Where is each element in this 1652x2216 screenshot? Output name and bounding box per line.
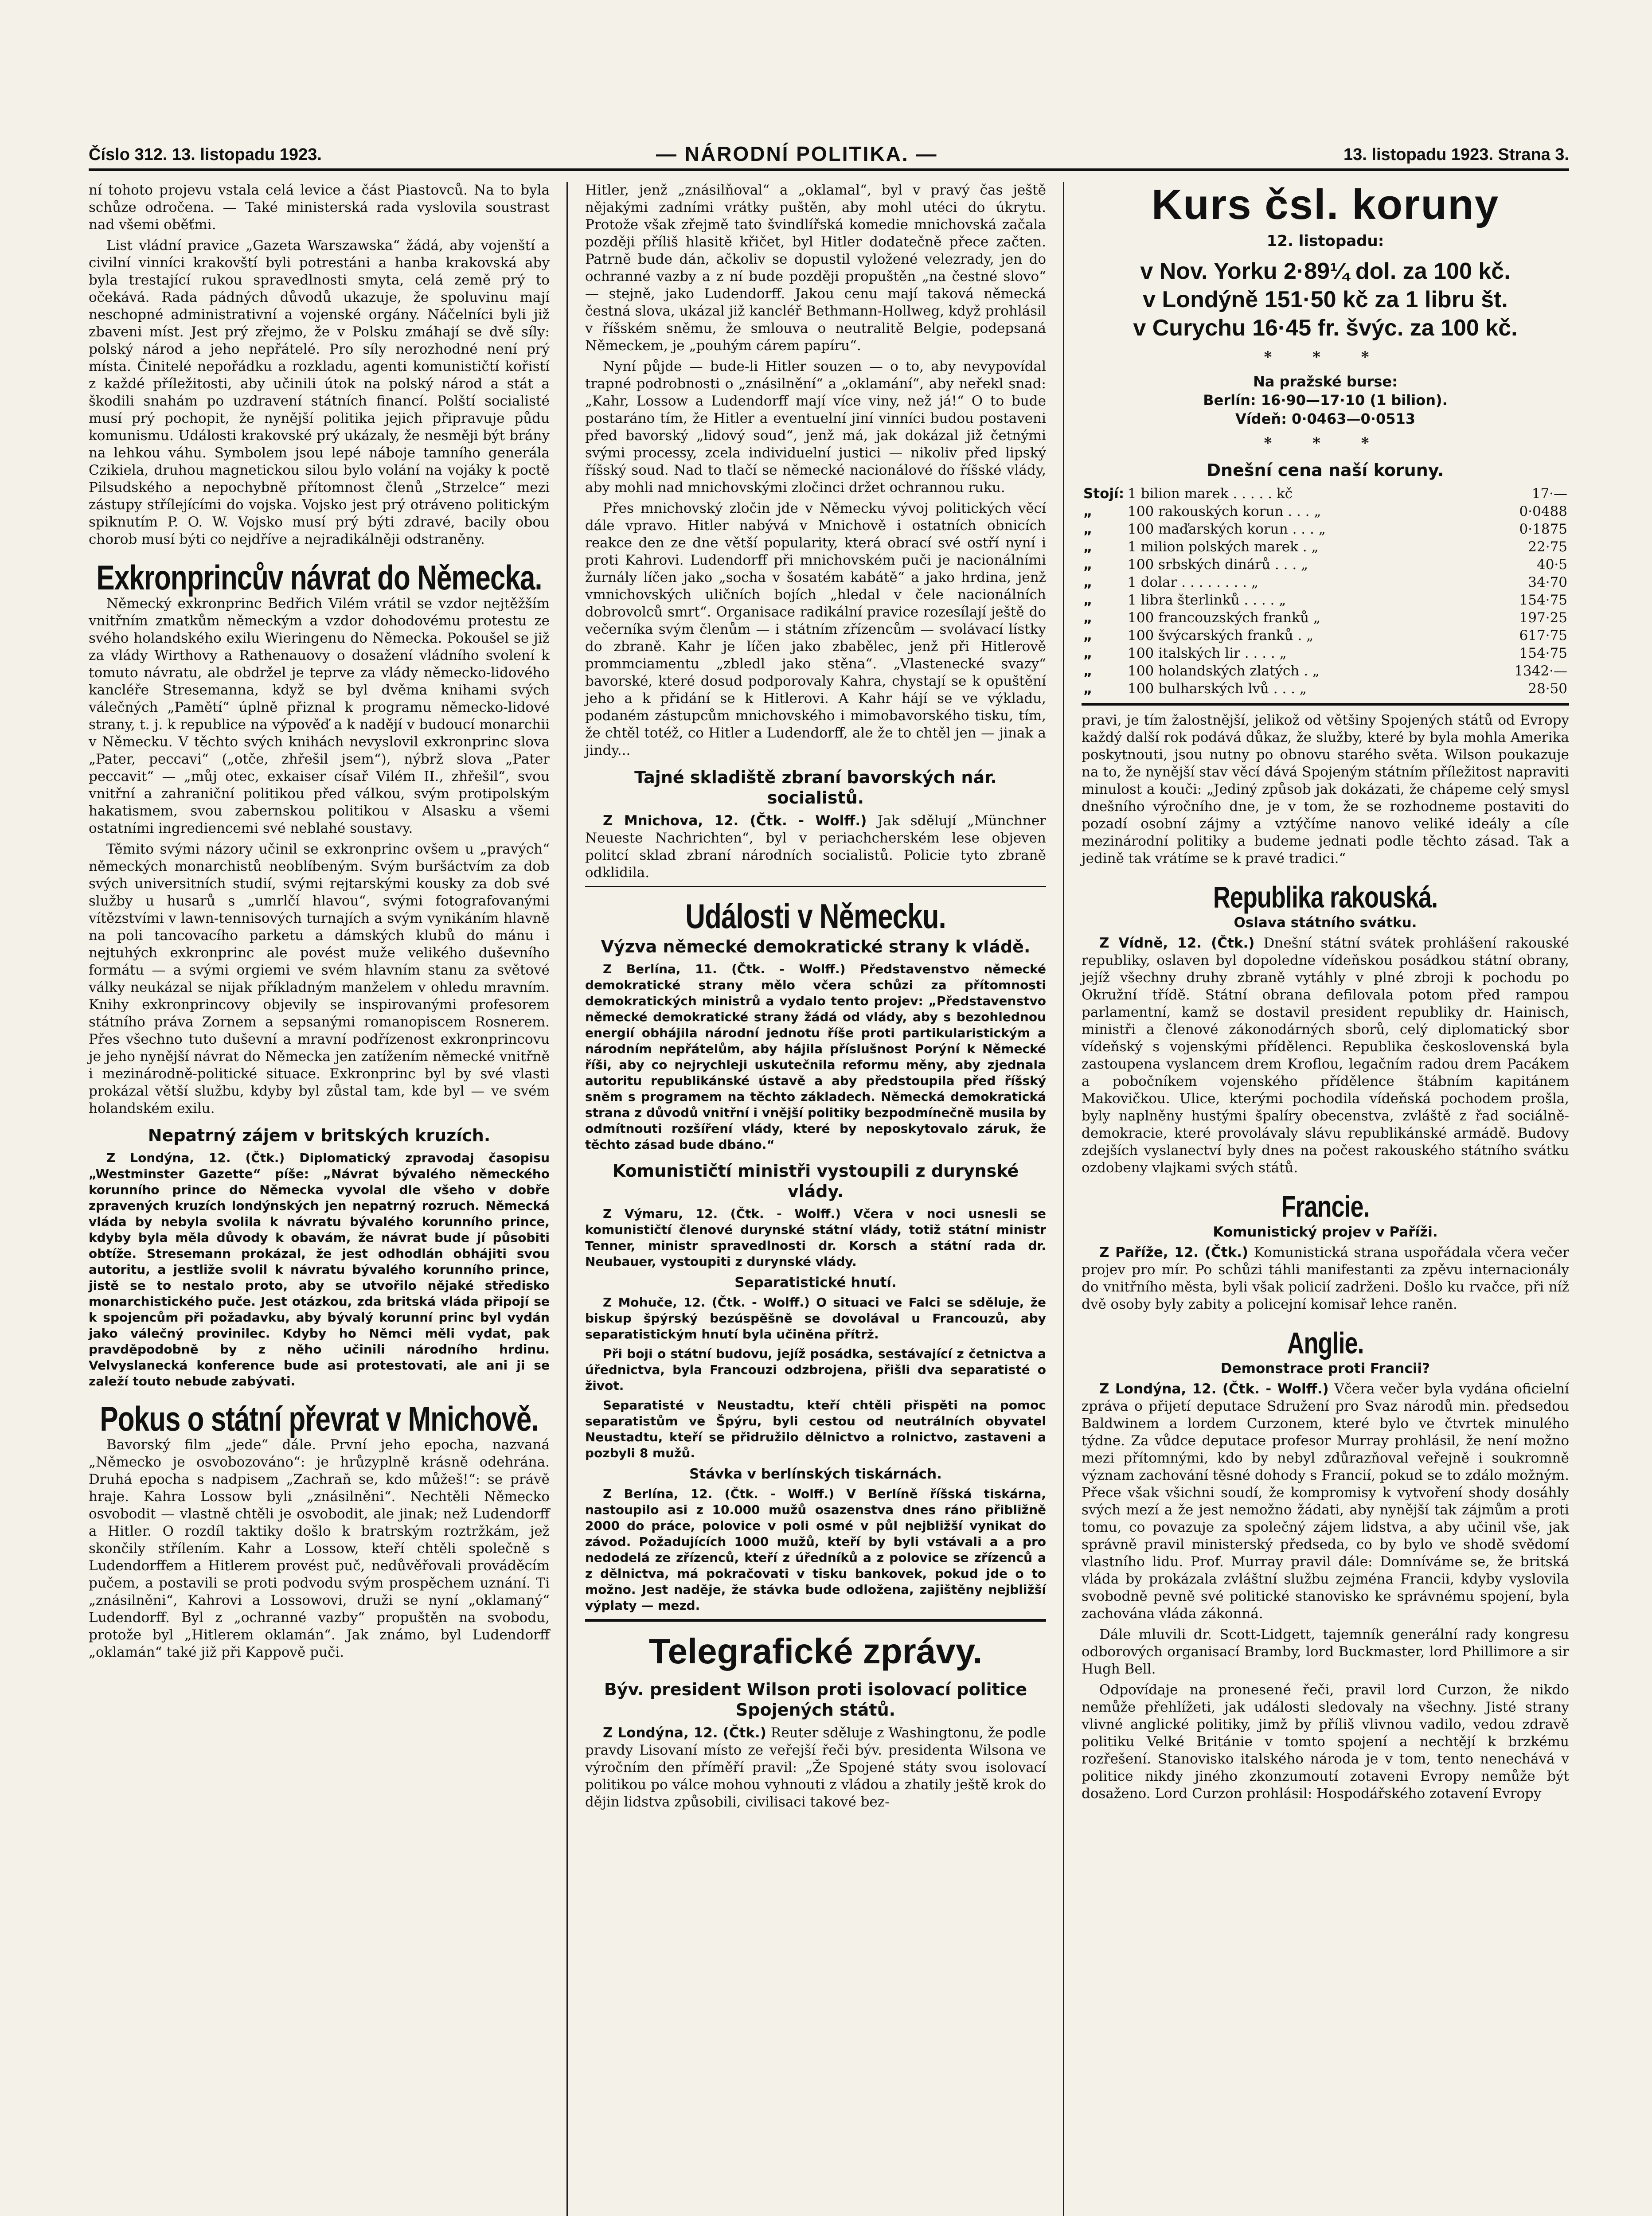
headline-oslava: Oslava státního svátku. (1234, 915, 1417, 931)
rate-item: 100 bulharských lvů . . . „ (1128, 681, 1307, 697)
rate-label: „ (1083, 574, 1093, 590)
burza-berlin: Berlín: 16·90—17·10 (1 bilion). (1203, 392, 1448, 409)
rate-value: 0·1875 (1519, 521, 1567, 537)
rate-value: 17·— (1531, 486, 1567, 502)
kurs-zurich: v Curychu 16·45 fr. švýc. za 100 kč. (1133, 315, 1518, 341)
article-paragraph: Dále mluvili dr. Scott-Lidgett, tajemník generální rady kongresu odborových organisací Bramby, lord Buckmaster, lord Phillimore a sir Hugh Bell. (1082, 1627, 1569, 1677)
rate-label: „ (1083, 557, 1093, 573)
rate-row (1082, 662, 1569, 680)
rate-item: 1 bilion marek . . . . . kč (1128, 486, 1293, 502)
dateline: Z Londýna, 12. (Čtk. - Wolff.) (1099, 1381, 1329, 1397)
headline-pokus-prevrat: Pokus o státní převrat v Mnichově. (100, 1400, 539, 1439)
rate-value: 1342·— (1514, 663, 1567, 679)
headline-komunisticti-ministri: Komunističtí ministři vystoupili z durynské vlády. (612, 1161, 1019, 1201)
article-paragraph: Německý exkronprinc Bedřich Vilém vrátil se vzdor nejtěžším vnitřním zmatkům německým a vzdor dohodovému protestu ze svého holandského exilu Wieringenu do Německa. Pokoušel se již za vlády Wirthovy a Rathenauovy o dosažení vládního svolení k tomuto návratu, ale obdržel je teprve za vlády německo-lidového kancléře Stresemanna, když se byl dvěma knihami svých válečných „Pamětí“ úplně přiznal k programu německo-lidové strany, t. j. k republice na výpověď a k nadějí v budoucí monarchii v Německu. V těchto svých knihách nevyslovil exkronprinc slova „Pater, peccavi“ („otče, zhřešil jsem“), nýbrž slova „Pater peccavit“ — „můj otec, exkaiser císař Vilém II., zhřešil“, svou vnitřní a zahraniční politikou před válkou, svým protipolským hakatismem, svou zabernskou politikou v Alsasku a všemi ostatními ingrediencemi své neblahé soustavy. (89, 596, 550, 836)
article-text: Dnešní státní svátek prohlášení rakouské republiky, oslaven byl dopoledne vídeňskou posádkou státní obrany, jejíž všechny druhy zbraně vytáhly v plné zbroji k pochodu po Okružní třídě. Státní obrana defilovala potom před rampou parlamentní, kamž se dostavil president republiky dr. Hainisch, ministři a členové zákonodárných sborů, celý diplomatický sbor vídeňský s vojenskými přídělenci. Republika československá byla zastoupena vyslancem drem Kroflou, legačním radou drem Pacákem a pobočníkem vojenského přídělence štábním kapitánem Makovičkou. Ulice, kterými pochodila vídeňská pochodem prošla, byly naplněny hustými špalíry obecenstva, zvláště z řad sociálně-demokracie, které provolávaly slávu republikánské armádě. Budovy zdejších vyslanectví byly dnes na počest rakouského státního svátku ozdobeny vlajkami svých států. (1082, 935, 1570, 1176)
headline-tajne-skladiste: Tajné skladiště zbraní bavorských nár. socialistů. (634, 768, 997, 808)
rate-item: 100 švýcarských franků . „ (1128, 628, 1314, 644)
page-header (89, 142, 1569, 171)
rate-row (1082, 485, 1569, 503)
section-title-telegraf: Telegrafické zprávy. (648, 1631, 983, 1671)
rate-row (1082, 520, 1569, 538)
date-page: 13. listopadu 1923. Strana 3. (1343, 145, 1569, 164)
burza-viden: Vídeň: 0·0463—0·0513 (1235, 410, 1416, 427)
rate-value: 617·75 (1519, 628, 1567, 644)
masthead: — NÁRODNÍ POLITIKA. — (656, 142, 938, 165)
rate-value: 154·75 (1519, 592, 1567, 608)
dateline: Z Výmaru, 12. (Čtk. - Wolff.) (603, 1206, 841, 1221)
rate-row (1082, 503, 1569, 520)
column-divider (566, 182, 568, 2216)
separator-stars: * * * (1264, 434, 1387, 452)
rate-row (1082, 556, 1569, 574)
rate-value: 40·5 (1536, 557, 1567, 573)
dateline: Z Mnichova, 12. (Čtk. - Wolff.) (603, 813, 867, 829)
rate-item: 100 srbských dinárů . . . „ (1128, 557, 1308, 573)
rate-label: „ (1083, 663, 1093, 679)
rate-row (1082, 538, 1569, 556)
rate-item: 100 holandských zlatých . „ (1128, 663, 1320, 679)
rate-value: 34·70 (1528, 574, 1567, 590)
newspaper-page (89, 142, 1569, 2216)
rate-value: 22·75 (1528, 539, 1567, 555)
article-paragraph: Přes mnichovský zločin jde v Německu vývoj politických věcí dále vpravo. Hitler nabývá v Mnichově i ostatních obnicích reakce den ze dne větší popularity, která obrací své ostří nyní i proti Kahrovi. Ludendorff při mnichovském puči je nacionálními žurnály líčen jako „socha v šosatém kabátě“ a jako hrdina, jenž vmnichovských uličních bojích „hledal v čele nacionálních dobrovolců smrt“. Organisace radikální pravice rozesílají ještě do večerníka svým členům — i státním zřízencům — svolávací lístky do zbraně. Kahr je líčen jako zbabělec, jenž při Hitlerově prommciamentu „zbledl jako stěna“. „Vlastenecké svazy“ bavorské, které dosud podporovaly Kahra, chystají se k opuštění jeho a k přidání se k Hitlerovi. A Kahr hájí se ve výkladu, podaném zástupcům mnichovského i mimobavorského tisku, tím, že chtěl totéž, co Hitler a Ludendorff, ale že to chtěl jen — jinak a jindy... (585, 500, 1046, 758)
article-text: Včera večer byla vydána oficielní zpráva o přijetí deputace Sdružení pro Svaz národů min. předsedou Baldwinem a lordem Curzonem, které bylo ve čtvrtek minulého týdne. Za vůdce deputace profesor Murray prohlásil, že není možno mezi přítomnými, kdo by nebyl zdůrazňoval veřejně i soukromně význam zachování těsné dohody s Francií, pokud se to zdálo možným. Přece však všichni soudí, že kompromisy k vytvoření shody dosáhly svých mezí a že jest nemožno žádati, aby nynější tak zájmům a proti tomu, co povazuje za společný zájem lidstva, a aby učinil vše, jak správně pravil ministerský předseda, co by bylo ve shodě svědomí vlastního lidu. Prof. Murray pravil dále: Domníváme se, že britská vláda by prokázala zvláštní službu zejména Francii, kdyby vyslovila svobodně pevně své politické stanovisko ke správnému spojení, byla zachována vláda zákonná. (1082, 1381, 1569, 1622)
rate-row (1082, 574, 1569, 591)
rate-row (1082, 609, 1569, 627)
article-text: Komunistická strana uspořádala včera večer projev pro mír. Po schůzi táhli manifestanti za zpěvu internacionály do vnitřního města, byli však policií zadrženi. Došlo ku rvačce, při níž dvě osoby byly zabity a policejní komisař lehce raněn. (1082, 1245, 1569, 1312)
article-paragraph: pravi, je tím žalostnější, jelikož od většiny Spojených států od Evropy každý další rok podává důkaz, že služby, které by byla mohla Amerika poskytnouti, jsou nutny po obnovu starého světa. Wilson poukazuje na to, že nynější stav věcí dává Spojeným státním příležitost napraviti minulost a kouči: „Jediný způsob jak dokázati, že chápeme celý smysl dnešního výročního dne, je v tom, že se rozhodneme postaviti do pozadí osobní zájmy a vztýčíme nanovo veliké ideály a cíle mezinárodní politiky a budeme jednati podle těchto zásad. Tak a jedině tak vrátíme se k pravé tradici.“ (1082, 712, 1569, 866)
article-paragraph: Separatisté v Neustadtu, kteří chtěli přispěti na pomoc separatistům ve Špýru, byli cestou od neutrálních obyvatel Neustadtu, kteří se přidružilo dělnictvo a rolnictvo, zastaveni a pozbyli 8 mužů. (585, 1398, 1046, 1460)
headline-francie: Francie. (1281, 1190, 1370, 1224)
issue-number: Číslo 312. 13. listopadu 1923. (89, 145, 322, 164)
article-text: Jak sdělují „Münchner Neueste Nachrichten“, byl v periachcherském lese objeven politcí sklad zbraní národních socialistů. Policie tyto zbraně odklidila. (585, 813, 1046, 881)
dateline: Z Mohuče, 12. (Čtk. - Wolff.) (603, 1295, 810, 1310)
rate-label: „ (1083, 681, 1093, 697)
headline-demonstrace: Demonstrace proti Francii? (1220, 1361, 1430, 1377)
rate-label: „ (1083, 610, 1093, 626)
article-text: Reuter sděluje z Washingtonu, že podle pravdy Lisovaní místo ze veřejší řeči býv. presidenta Wilsona ve výročním den příměří pravil: „Že Spojené státy svou isolovací politikou po válce mohou vyhnouti z vládou a zhatily ještě krok do dějin lidstva způsobili, civilisaci takové bez- (585, 1725, 1046, 1810)
headline-separatisticke: Separatistické hnutí. (734, 1275, 897, 1291)
article-paragraph: Hitler, jenž „znásilňoval“ a „oklamal“, byl v pravý čas ještě nějakými zadními vrátky puštěn, aby mohl utéci do úkrytu. Protože však zřejmě tato švindlířská komedie mnichovská začala později příliš hlasitě křičet, byl Hitler dodatečně přece začten. Patrně bude dán, ačkoliv se dopustil vyložené velezrady, jen do ochranné vazby a z ní bude později propuštěn „na čestné slovo“ — stejně, jako Ludendorff. Jakou cenu mají taková německá čestná slova, ukázal již kancléř Bethmann-Hollweg, když prohlásil v říšském sněmu, že smlouva o neutralitě Belgie, podepsaná Německem, je „pouhým cárem papíru“. (585, 182, 1046, 354)
rates-table (1082, 485, 1569, 698)
headline-anglie: Anglie. (1287, 1326, 1364, 1360)
column-3 (1082, 182, 1569, 1806)
rate-label: „ (1083, 645, 1093, 661)
article-paragraph: ní tohoto projevu vstala celá levice a část Piastovců. Na to byla schůze odročena. — Také ministerská rada vyslovila soustrast nad všemi oběťmi. (89, 182, 550, 233)
kurs-new-york: v Nov. Yorku 2·89¼ dol. za 100 kč. (1140, 258, 1511, 284)
rate-label: „ (1083, 592, 1093, 608)
divider (585, 886, 1046, 887)
rate-value: 197·25 (1519, 610, 1567, 626)
article-paragraph: Při boji o státní budovu, jejíž posádka, sestávající z četnictva a úřednictva, byla Francouzi odzbrojena, přišli dva separatisté o život. (585, 1346, 1046, 1393)
headline-vyzva: Výzva německé demokratické strany k vládě. (601, 937, 1031, 956)
rate-item: 1 dolar . . . . . . . . „ (1128, 574, 1258, 590)
dateline: Z Vídně, 12. (Čtk.) (1099, 935, 1255, 951)
column-divider (1063, 182, 1064, 2216)
headline-komunisticky-projev: Komunistický projev v Paříži. (1213, 1224, 1438, 1240)
dateline: Z Londýna, 12. (Čtk.) (106, 1151, 285, 1165)
divider (1082, 703, 1569, 706)
headline-wilson: Býv. president Wilson proti isolovací politice Spojených států. (604, 1680, 1027, 1720)
separator-stars: * * * (1264, 348, 1387, 366)
burza-title: Na pražské burse: (1253, 373, 1398, 390)
rate-label: „ (1083, 628, 1093, 644)
article-paragraph: Nyní půjde — bude-li Hitler souzen — o to, aby nevypovídal trapné podrobnosti o „znásilnění“ a „oklamání“, aby neřekl snad: „Kahr, Lossow a Ludendorff mají více viny, než já!“ O to bude postaráno tím, že Hitler a eventuelní jiní vinníci budou postaveni před bavorský „lidový soud“, jenž má, jak dokázal již četnými svými processy, zcela individuelní justici — nikoliv před lipský říšský soud. Nad to tlačí se německé nacionálové do říšské vlády, aby mohli nad mnichovskými zločinci držet ochrannou ruku. (585, 359, 1046, 495)
rate-row (1082, 591, 1569, 609)
article-text: Včera v noci usnesli se komunističtí členové durynské státní vlády, totiž státní ministr Tenner, ministr spravedlnosti dr. Korsch a státní rada dr. Neubauer, vystoupiti z durynské vlády. (585, 1206, 1046, 1269)
headline-nepatrny-zajem: Nepatrný zájem v britských kruzích. (148, 1126, 491, 1145)
rate-label: „ (1083, 521, 1093, 537)
rate-row (1082, 627, 1569, 644)
headline-cena-koruny: Dnešní cena naší koruny. (1207, 460, 1444, 480)
headline-exkronprinc: Exkronprincův návrat do Německa. (96, 559, 542, 597)
rate-row (1082, 680, 1569, 698)
rate-label: „ (1083, 503, 1093, 519)
kurs-title: Kurs čsl. koruny (1151, 181, 1500, 228)
article-text: V Berlíně říšská tiskárna, nastoupilo asi z 10.000 mužů osazenstva dnes ráno přibližně 2000 do práce, polovice v poli osmé v půl nejbližší vynikat do závod. Požadujících 1000 mužů, kteří by byli vstávali a a pro nedodelá ze zřízenců, kteří z úředníků a z polovice se zřízenců a z dělnictva, má pokračovati v tisku bankovek, pokud jde o to možno. Jest naděje, že stávka bude odložena, zajištěny nejbližší výplaty — mezd. (585, 1486, 1046, 1613)
dateline: Z Paříže, 12. (Čtk.) (1099, 1245, 1249, 1260)
headline-stavka: Stávka v berlínských tiskárnách. (689, 1466, 942, 1482)
dateline: Z Berlína, 11. (Čtk. - Wolff.) (603, 962, 846, 976)
rate-value: 28·50 (1528, 681, 1567, 697)
rate-item: 100 rakouských korun . . . „ (1128, 503, 1321, 519)
article-paragraph: List vládní pravice „Gazeta Warszawska“ žádá, aby vojenští a civilní vinníci krakovští byli potrestáni a hanba krakovská aby byla trestající rukou spravedlnosti smyta, celá země prý to očekává. Rada pádných důvodů ukazuje, že spoluvinu mají neschopné administrativní a vojenské orgány. Náčelníci byli již zbaveni míst. Jest prý zřejmo, že v Polsku zmáhají se dvě síly: polský národ a jeho nepřátelé. Pro síly nerozhodné není prý místa. Činitelé nepořádku a rozkladu, agenti komunističtí kořistí z každé příležitosti, aby učinili útok na polský národ a stát a škodili snahám po uzdravení státních financí. Polští socialisté musí prý pochopit, že nynější politika jejich připravuje půdu komunismu. Události krakovské prý ukázaly, že nesměji být brány na lehkou váhu. Symbolem jsou lepé náboje tamního generála Czikiela, druhou magnetickou silou bylo volání na vojáky k poctě Pilsudského a nepochybně přítomnost členů „Strzelce“ mezi zástupy střílejícími do vojska. Vojsko jest prý otráveno politickým spiknutím P. O. W. Vojsko musí prý býti zdravé, bacily obou chorob musí býti co nejdříve a nejradikálněji odstraněny. (89, 238, 550, 547)
rate-item: 1 libra šterlinků . . . . „ (1128, 592, 1286, 608)
rate-item: 100 francouzských franků „ (1128, 610, 1320, 626)
article-text: O situaci ve Falci se sděluje, že biskup špýrský bezúspěšně se dovolával u Francouzů, aby separatistickým hnutí byla učiněna přítrž. (585, 1295, 1046, 1342)
column-1 (89, 182, 550, 1665)
article-paragraph: Bavorský film „jede“ dále. První jeho epocha, nazvaná „Německo je osvobozováno“: je hrůzyplně krásně odehrána. Druhá epocha s nadpisem „Zachraň se, kdo můžeš!“: se právě hraje. Kahra Lossow byli „znásilněni“. Nechtěli Německo osvobodit — vlastně chtěli je osvobodit, ale jinak; než Ludendorff a Hitler. O rozdíl taktiky došlo k bratrským roztržkám, jež skončily střílením. Kahr a Lossow, kteří chtěli společně s Ludendorffem a Hitlerem provést puč, nedůvěřovali prováděcím pučem, a postavili se proti podvodu svým prospěchem uznání. Ti „znásilněni“, Kahrovi a Lossowovi, druži se nyní „oklamaný“ Ludendorff. Byl z „ochranné vazby“ propuštěn na svobodu, protože byl „Hitlerem oklamán“. Jak známo, byl Ludendorff „oklamán“ také již při Kappově puči. (89, 1437, 550, 1660)
rate-item: 1 milion polských marek . „ (1128, 539, 1319, 555)
rate-value: 154·75 (1519, 645, 1567, 661)
rate-row (1082, 644, 1569, 662)
divider (585, 1619, 1046, 1622)
kurs-london: v Londýně 151·50 kč za 1 libru št. (1143, 287, 1508, 312)
kurs-date: 12. listopadu: (1266, 232, 1384, 250)
rate-value: 0·0488 (1519, 503, 1567, 519)
headline-udalosti-nemecku: Události v Německu. (685, 897, 946, 936)
article-text: Představenstvo německé demokratické strany mělo včera schůzi za přítomnosti demokratických ministrů a vydalo tento projev: „Představenstvo německé demokratické strany žádá od vlády, aby s bezohlednou energií obhájila národní jednotu říše proti partikularistickým a národním nepřátelům, aby hájila příslušnost Porýní k Německé říši, aby co nejrychleji uskutečnila reformu měny, aby zjednala autoritu republikánské ústavě a aby předstoupila před říšský sněm s programem na těchto základech. Německá demokratická strana z důvodů vnitřní i vnější politiky bezpodmínečně musila by odmítnouti rozšíření vlády, které by neposkytovalo záruk, že těchto zásad bude dbáno.“ (585, 962, 1046, 1152)
headline-republika-rakouska: Republika rakouská. (1213, 881, 1438, 914)
article-text: Diplomatický zpravodaj časopisu „Westminster Gazette“ píše: „Návrat bývalého německého korunního prince do Německa vyvolal dle všeho v dobře zpravených kruzích londýnských jen nepatrný rozruch. Německá vláda by nebyla svolila k návratu bývalého korunního prince, kdyby byla měla důvody k obavám, že návrat bude jí působiti obtíže. Stresemann prokázal, že jest odhodlán obhájiti svou autoritu, a jestliže svolil k návratu bývalého korunního prince, jistě se to nestalo proto, aby se utvořilo nějaké středisko monarchistického puče. Jest otázkou, zda britská vláda připojí se k spojencům při požadavku, aby bývalý korunní princ byl vydán jako válečný provinilec. Kdyby ho Němci měli vydat, pak pravděpodobně by z něho učinili národního hrdinu. Velvyslanecká konference bude asi protestovati, ale ani ji se zaleží touto nebude zabývati. (89, 1151, 550, 1389)
column-2 (585, 182, 1046, 1814)
article-paragraph: Těmito svými názory učinil se exkronprinc ovšem u „pravých“ německých monarchistů neoblíbeným. Svým buršáctvím za dob svých universitních studií, svými rejtarskými kousky za dob své služby u husarů s „umrlčí hlavou“, svými fotografovanými vítězstvími v lawn-tennisových turnajích a svým vynikáním hlavně na poli tancovacího parketu a dámských klubů do mánu i nejtuhých exkronprinc ale povést muže velikého duševního formátu — a svými orgiemi ve svém hlavním stanu za světové války neukázal se nijak příkladným manželem v ohledu mravním. Knihy exkronprincovy objevily se inspirovanými profesorem státního práva Zornem a sepsanými romanopiscem Rosnerem. Přes všechno tuto duševní a mravní podřízenost exkronprincovu je jeho nynější návrat do Německa jen zatížením německé vnitřně i mezinárodně-politické situace. Exkronprinc byl by své vlasti prokázal větší službu, kdyby byl zůstal tam, kde byl — ve svém holandském exilu. (89, 841, 550, 1116)
rate-label: Stojí: (1083, 486, 1125, 502)
dateline: Z Londýna, 12. (Čtk.) (603, 1725, 766, 1741)
dateline: Z Berlína, 12. (Čtk. - Wolff.) (603, 1486, 834, 1501)
rate-item: 100 italských lir . . . . „ (1128, 645, 1287, 661)
rate-item: 100 maďarských korun . . . „ (1128, 521, 1326, 537)
article-paragraph: Odpovídaje na pronesené řeči, pravil lord Curzon, že nikdo nemůže přehlížeti, jak události sledovaly na všechny. Jisté strany vlivné anglické politiky, jimž by příliš vlivnou vadilo, vedou zdravě politiku Velké Británie v tomto spojení a nechtějí k brzkému rozřešení. Stanovisko italského národa je v tom, tento nenechává v politice nikdy jiného zkonzumoutí zotaveni Evropy nemůže být dosaženo. Lord Curzon prohlásil: Hospodářského zotavení Evropy (1082, 1682, 1569, 1802)
rate-label: „ (1083, 539, 1093, 555)
